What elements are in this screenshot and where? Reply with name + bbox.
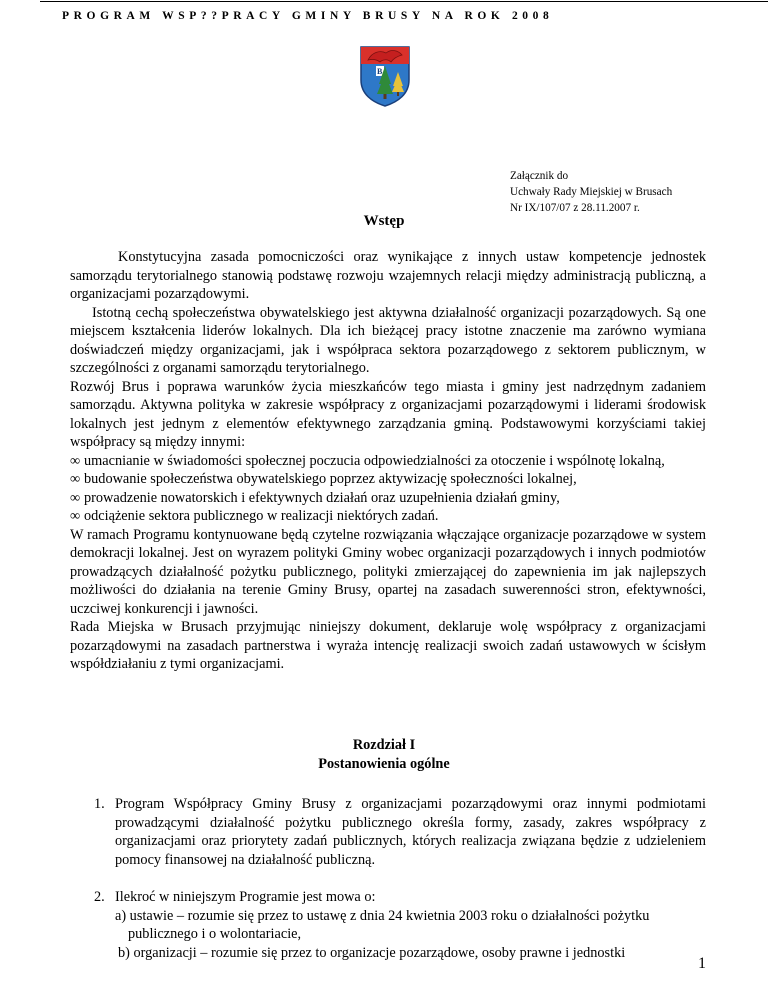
provision-item (94, 795, 706, 869)
intro-body (70, 248, 706, 674)
header-rule (40, 1, 768, 2)
list-item-text: umacnianie w świadomości społecznej poczucia odpowiedzialności za otoczenie i wspólnotę lokalną, (84, 452, 665, 469)
infinity-bullet-icon: ∞ (70, 508, 81, 524)
numbered-provisions (94, 795, 706, 962)
list-item-text: odciążenie sektora publicznego w realizacji niektórych zadań. (84, 508, 439, 524)
list-item (70, 489, 706, 508)
definition-a-line-2: publicznego i o wolontariacie, (128, 926, 302, 942)
infinity-bullet-icon: ∞ (70, 471, 81, 487)
attachment-line-3: Nr IX/107/07 z 28.11.2007 r. (510, 202, 640, 214)
attachment-line-2: Uchwały Rady Miejskiej w Brusach (510, 186, 673, 198)
page-number: 1 (698, 955, 706, 972)
infinity-bullet-icon: ∞ (70, 489, 81, 506)
attachment-note (510, 168, 750, 216)
intro-paragraph-5: Rada Miejska w Brusach przyjmując niniejszy dokument, deklaruje wolę współpracy z organizacjami pozarządowymi na zasadach partnerstwa i wyraża intencję realizacji swoich zadań ustawowych w ścisłym współdziałaniu z tymi organizacjami. (70, 619, 706, 672)
coat-of-arms-logo (358, 44, 412, 108)
chapter-heading (0, 736, 768, 773)
list-item (70, 507, 706, 526)
intro-paragraph-1: Konstytucyjna zasada pomocniczości oraz wynikające z innych ustaw kompetencje jednostek samorządu terytorialnego stanowią podstawę rozwoju wzajemnych relacji między administracją publiczną, a organizacjami pozarządowymi. (70, 249, 706, 302)
list-item-text: prowadzenie nowatorskich i efektywnych działań oraz uzupełnienia działań gminy, (84, 489, 560, 506)
provision-text: Ilekroć w niniejszym Programie jest mowa o: (115, 889, 376, 905)
definition-b: b) organizacji – rozumie się przez to organizacje pozarządowe, osoby prawne i jednostki (118, 944, 626, 961)
intro-title: Wstęp (363, 213, 405, 229)
intro-paragraph-4: W ramach Programu kontynuowane będą czytelne rozwiązania włączające organizacje pozarządowe w system demokracji lokalnej. Jest on wyrazem polityki Gminy wobec organizacji pozarządowych i innych podmiotów prowadzących działalność pożytku publicznego, polityki zmierzającej do zapewnienia im jak najlepszych możliwości do działania na terenie Gminy Brusy, opartej na zasadach suwerenności stron, efektywności, uczciwej konkurencji i jawności. (70, 526, 706, 617)
definition-a-line-1: a) ustawie – rozumie się przez to ustawę z dnia 24 kwietnia 2003 roku o działalności pożytku (115, 907, 650, 924)
intro-paragraph-3: Rozwój Brus i poprawa warunków życia mieszkańców tego miasta i gminy jest nadrzędnym zadaniem samorządu. Aktywna polityka w zakresie współpracy z organizacjami pozarządowymi i liderami środowisk lokalnych jest jednym z elementów efektywnego zarządzania gminą. Podstawowymi korzyściami takiej współpracy są między innymi: (70, 378, 706, 450)
list-item-text: budowanie społeczeństwa obywatelskiego poprzez aktywizację społeczności lokalnej, (84, 471, 577, 487)
list-item (70, 470, 706, 489)
provision-item (94, 888, 706, 962)
provision-number: 1. (94, 796, 105, 812)
running-header: PROGRAM WSP??PRACY GMINY BRUSY NA ROK 2008 (62, 10, 554, 22)
list-item (70, 452, 706, 471)
infinity-bullet-icon: ∞ (70, 452, 81, 469)
svg-text:B: B (377, 67, 383, 76)
benefits-list (70, 452, 706, 526)
provision-number: 2. (94, 889, 105, 905)
attachment-line-1: Załącznik do (510, 170, 569, 182)
definition-a (115, 907, 706, 944)
provision-text: Program Współpracy Gminy Brusy z organizacjami pozarządowymi oraz innymi podmiotami prowadzącymi działalność pożytku publicznego określa formy, zasady, zakres współpracy z organizacjami oraz priorytety zadań publicznych, których realizacja związana będzie z udzieleniem pomocy finansowej na działalność publiczną. (115, 796, 706, 868)
chapter-title: Postanowienia ogólne (318, 755, 450, 772)
intro-paragraph-2: Istotną cechą społeczeństwa obywatelskiego jest aktywna działalność organizacji pozarządowych. Są one miejscem kształcenia liderów lokalnych. Dla ich bieżącej pracy istotne znaczenie ma zarówno wymiana doświadczeń między organizacjami, jak i współpraca sektora pozarządowego z sektorem publicznym, w szczególności z organami samorządu terytorialnego. (70, 304, 706, 376)
chapter-number: Rozdział I (352, 737, 416, 753)
